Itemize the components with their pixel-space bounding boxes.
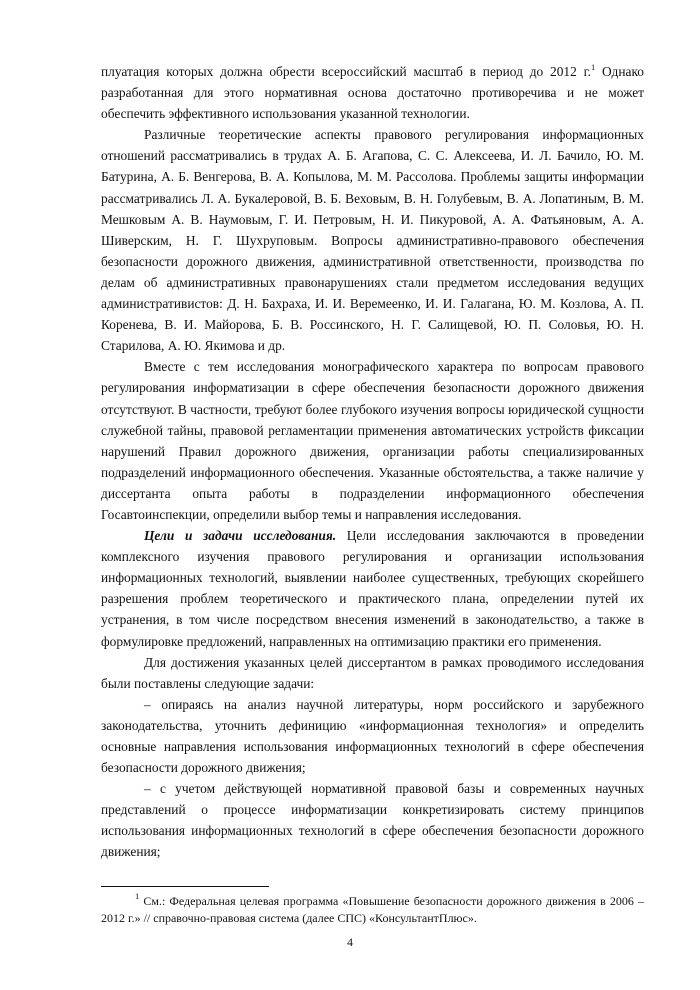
- paragraph-1-text: плуатация которых должна обрести всероссийский масштаб в период до 2012 г.: [101, 64, 591, 79]
- paragraph-4-text: Цели исследования заключаются в проведении комплексного изучения правового регулирования и организации использования информационных технологий, выявлении наиболее существенных, требующих скорейшего разрешения проблем теоретического и практического плана, определении путей их устранения, в том числе посредством внесения изменений в законодательство, а также в формулировке предложений, направленных на оптимизацию практики его применения.: [101, 528, 644, 649]
- footnote-marker: 1: [135, 891, 140, 901]
- page-number: 4: [347, 935, 353, 949]
- footnote: [101, 893, 644, 927]
- section-lead-label: Цели и задачи исследования.: [144, 528, 337, 544]
- paragraph-5: Для достижения указанных целей диссертантом в рамках проводимого исследования были поставлены следующие задачи:: [101, 654, 644, 691]
- paragraph-3: Вместе с тем исследования монографического характера по вопросам правового регулирования информатизации в сфере обеспечения безопасности дорожного движения отсутствуют. В частности, требуют более глубокого изучения вопросы юридической сущности служебной тайны, правовой регламентации применения автоматических устройств фиксации нарушений Правил дорожного движения, организации работы специализированных подразделений информационного обеспечения. Указанные обстоятельства, а также наличие у диссертанта опыта работы в подразделении информационного обеспечения Госавтоинспекции, определили выбор темы и направления исследования.: [101, 359, 644, 522]
- paragraph-1: [101, 61, 644, 124]
- list-item-2: – с учетом действующей нормативной правовой базы и современных научных представлений о процессе информатизации конкретизировать систему принципов использования информационных технологий в сфере обеспечения безопасности дорожного движения;: [101, 781, 644, 860]
- body-text: [101, 61, 644, 863]
- footnote-ref-1: 1: [590, 61, 596, 72]
- paragraph-1-text-after: Однако разработанная для этого нормативная основа достаточно противоречива и не может обеспечить эффективного использования указанной технологии.: [101, 64, 644, 122]
- footnote-divider: [101, 886, 269, 887]
- paragraph-2: Различные теоретические аспекты правового регулирования информационных отношений рассматривались в трудах А. Б. Агапова, С. С. Алексеева, И. Л. Бачило, Ю. М. Батурина, А. Б. Венгерова, В. А. Копылова, М. М. Рассолова. Проблемы защиты информации рассматривались Л. А. Букалеровой, В. Б. Веховым, В. Н. Голубевым, В. А. Лопатиным, В. М. Мешковым А. В. Наумовым, Г. И. Петровым, Н. И. Пикуровой, А. А. Фатьяновым, А. А. Шиверским, Н. Г. Шухруповым. Вопросы административно-правового обеспечения безопасности дорожного движения, административной ответственности, производства по делам об административных правонарушениях стали предметом исследования ведущих административистов: Д. Н. Бахраха, И. И. Веремеенко, И. И. Галагана, Ю. М. Козлова, А. П. Коренева, В. И. Майорова, Б. В. Россинского, Н. Г. Салищевой, Ю. П. Соловья, Ю. Н. Старилова, А. Ю. Якимова и др.: [101, 127, 644, 354]
- paragraph-4: [101, 525, 644, 652]
- footnote-text: См.: Федеральная целевая программа «Повышение безопасности дорожного движения в 2006 – 2012 г.» // справочно-правовая система (далее СПС) «КонсультантПлюс».: [101, 894, 644, 925]
- footnote-1: [101, 893, 644, 927]
- list-item-1: – опираясь на анализ научной литературы, норм российского и зарубежного законодательства, уточнить дефиницию «информационная технология» и определить основные направления использования информационных технологий в сфере обеспечения безопасности дорожного движения;: [101, 696, 644, 776]
